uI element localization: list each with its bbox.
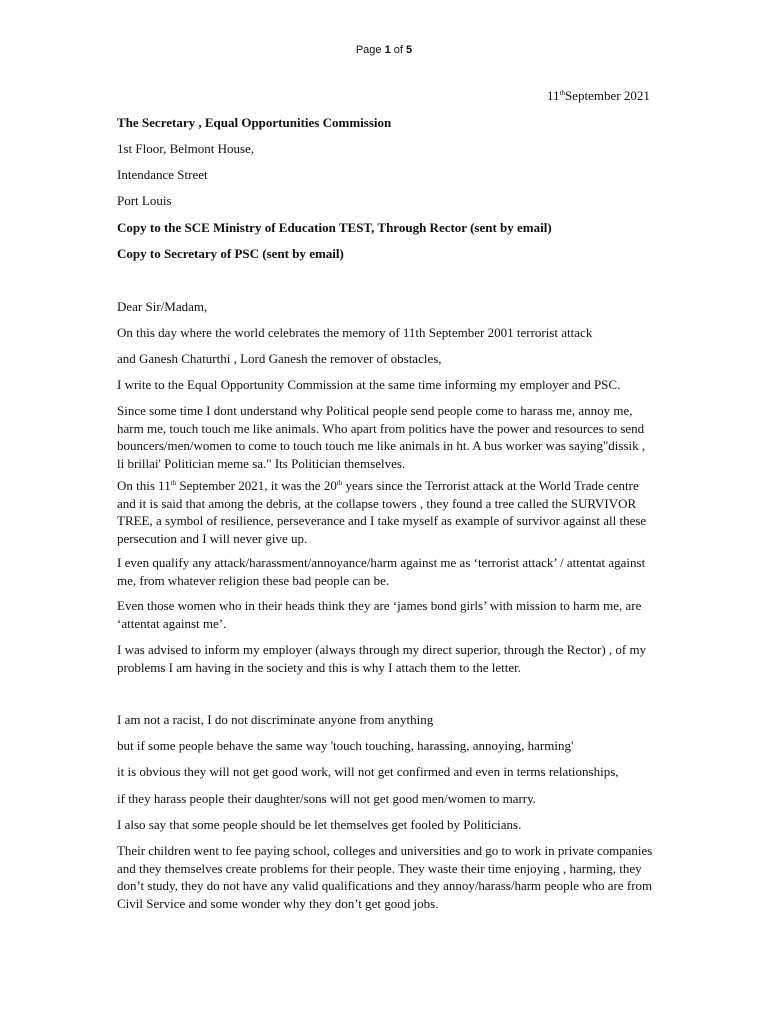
paragraph-line: On this day where the world celebrates the memory of 11th September 2001 terrorist attack (117, 325, 593, 340)
paragraph-line: I also say that some people should be let themselves get fooled by Politicians. (117, 817, 522, 832)
paragraph-line: I am not a racist, I do not discriminate anyone from anything (117, 712, 434, 727)
paragraph-employer: I was advised to inform my employer (always through my direct superior, through the Rector) , of my problems I am having in the society and this is why I attach them to the letter. (117, 642, 647, 675)
page-word: Page (355, 44, 382, 56)
paragraph-children: Their children went to fee paying school, colleges and universities and go to work in private companies and they themselves create problems for their people. They waste their time enjoying , harming, they don’t study, they do not have any valid qualifications and they annoy/harass/harm people who are from Civil Service and some wonder why they don’t get good jobs. (117, 843, 653, 911)
recipient-line: The Secretary , Equal Opportunities Commission (117, 115, 392, 130)
paragraph-attentat: I even qualify any attack/harassment/annoyance/harm against me as ‘terrorist attack’ / attentat against me, from whatever religion these bad people can be. (117, 555, 646, 588)
paragraph-line: and Ganesh Chaturthi , Lord Ganesh the remover of obstacles, (117, 351, 442, 366)
copy-line-psc: Copy to Secretary of PSC (sent by email) (117, 246, 344, 261)
paragraph-line: but if some people behave the same way 'touch touching, harassing, annoying, harming' (117, 738, 574, 753)
current-page-number: 1 (384, 44, 391, 56)
of-word: of (393, 44, 403, 56)
paragraph-james-bond: Even those women who in their heads think they are ‘james bond girls’ with mission to harm me, are ‘attentat against me’. (117, 598, 642, 631)
paragraph-political-harassment: Since some time I dont understand why Political people send people come to harass me, annoy me, harm me, touch touch me like animals. Who apart from politics have the power and resources to send bouncers/men/women to come to touch touch me like animals in ht. A bus worker was saying"dissik , li brillai' Politician meme sa." Its Politician themselves. (117, 403, 646, 471)
paragraph-line: if they harass people their daughter/sons will not get good men/women to marry. (117, 791, 537, 806)
address-line: Intendance Street (117, 167, 208, 182)
paragraph-survivor-tree: On this 11th September 2021, it was the 20th years since the Terrorist attack at the World Trade centre and it is said that among the debris, at the collapse towers , they found a tree called the SURVIVOR TREE, a symbol of resilience, perseverance and I take myself as example of survivor against all these persecution and I will never give up. (117, 478, 647, 546)
page-counter (0, 44, 768, 56)
address-line: Port Louis (117, 193, 172, 208)
copy-line-ministry: Copy to the SCE Ministry of Education TEST, Through Rector (sent by email) (117, 220, 552, 235)
letter-date: 11thSeptember 2021 (547, 88, 650, 103)
address-line: 1st Floor, Belmont House, (117, 141, 255, 156)
total-pages-number: 5 (406, 44, 413, 56)
salutation: Dear Sir/Madam, (117, 299, 208, 314)
paragraph-line: it is obvious they will not get good work, will not get confirmed and even in terms relationships, (117, 764, 619, 779)
paragraph-line: I write to the Equal Opportunity Commission at the same time informing my employer and PSC. (117, 377, 621, 392)
